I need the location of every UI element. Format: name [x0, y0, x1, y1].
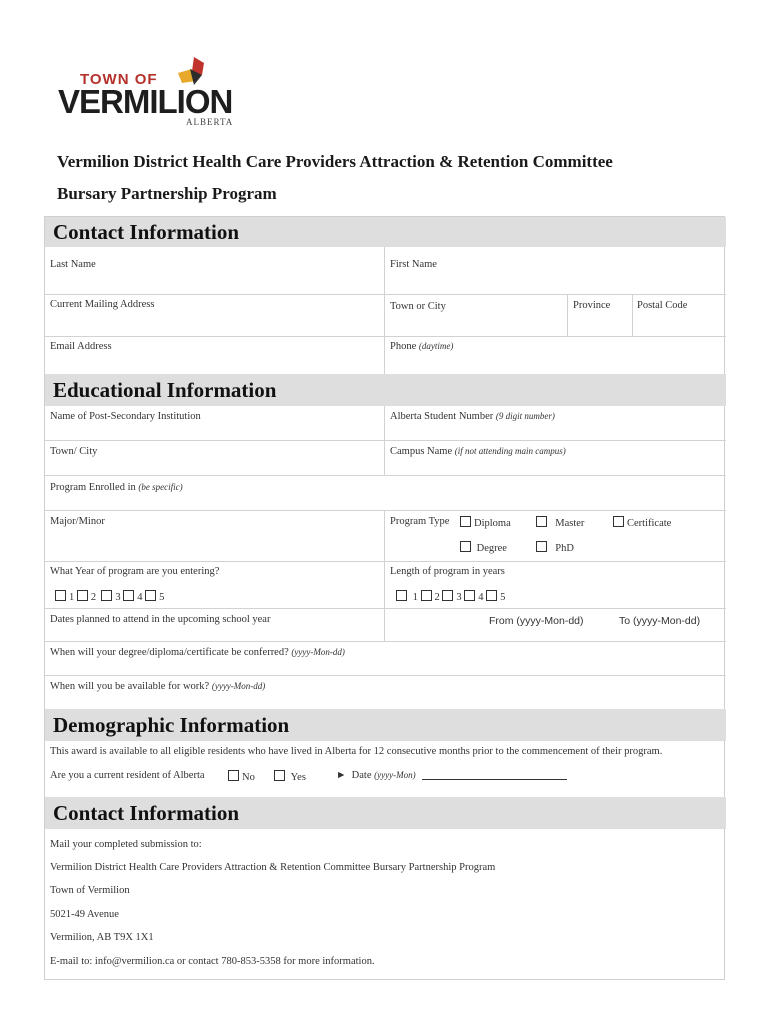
length-options[interactable]: 1 2 3 4 5 [396, 590, 505, 603]
arrow-right-icon: ► [336, 770, 347, 781]
conferred-date-field[interactable]: When will your degree/diploma/certificate be conferred? (yyyy-Mon-dd) [50, 647, 345, 658]
section-mail-heading: Contact Information [45, 797, 726, 829]
from-date-field[interactable]: From (yyyy-Mon-dd) [489, 615, 584, 627]
logo-vermilion: VERMILION [58, 83, 233, 120]
province-field[interactable]: Province [573, 300, 611, 311]
last-name-field[interactable]: Last Name [50, 259, 96, 270]
institution-field[interactable]: Name of Post-Secondary Institution [50, 411, 201, 422]
mail-line-6: E-mail to: info@vermilion.ca or contact 780-853-5358 for more information. [50, 956, 375, 967]
certificate-checkbox[interactable]: Certificate [613, 516, 671, 529]
town-city-field[interactable]: Town or City [390, 301, 446, 312]
to-date-field[interactable]: To (yyyy-Mon-dd) [619, 615, 701, 627]
edu-town-field[interactable]: Town/ City [50, 446, 98, 457]
phone-field[interactable]: Phone (daytime) [390, 341, 454, 352]
town-logo [58, 55, 238, 129]
page-title: Vermilion District Health Care Providers Attraction & Retention Committee [57, 152, 613, 171]
campus-field[interactable]: Campus Name (if not attending main campus) [390, 446, 566, 457]
major-minor-field[interactable]: Major/Minor [50, 516, 105, 527]
eligibility-statement: This award is available to all eligible residents who have lived in Alberta for 12 consecutive months prior to the commencement of their program. [50, 746, 663, 757]
first-name-field[interactable]: First Name [390, 259, 437, 270]
mailing-address-field[interactable]: Current Mailing Address [50, 299, 155, 310]
available-date-field[interactable]: When will you be available for work? (yyyy-Mon-dd) [50, 681, 266, 692]
email-field[interactable]: Email Address [50, 341, 112, 352]
mail-line-5: Vermilion, AB T9X 1X1 [50, 932, 154, 943]
mail-line-2: Vermilion District Health Care Providers Attraction & Retention Committee Bursary Partnership Program [50, 862, 496, 873]
degree-checkbox[interactable]: Degree [460, 541, 507, 554]
resident-question: Are you a current resident of Alberta [50, 770, 205, 781]
mail-line-4: 5021-49 Avenue [50, 909, 119, 920]
year-entering-label: What Year of program are you entering? [50, 566, 220, 577]
section-education-heading: Educational Information [45, 374, 726, 406]
mail-line-1: Mail your completed submission to: [50, 839, 202, 850]
logo-town-of: TOWN OF [80, 71, 158, 88]
resident-yes-checkbox[interactable]: Yes [274, 770, 306, 783]
program-type-label: Program Type [390, 516, 450, 527]
logo-alberta: ALBERTA [186, 117, 234, 127]
page-subtitle: Bursary Partnership Program [57, 184, 277, 203]
resident-date-field[interactable]: ► Date (yyyy-Mon) [336, 770, 567, 781]
section-contact-heading: Contact Information [45, 217, 726, 247]
application-form [44, 216, 725, 980]
student-number-field[interactable]: Alberta Student Number (9 digit number) [390, 411, 555, 422]
diploma-checkbox[interactable]: Diploma [460, 516, 511, 529]
phd-checkbox[interactable]: PhD [536, 541, 574, 554]
section-demographic-heading: Demographic Information [45, 709, 726, 741]
master-checkbox[interactable]: Master [536, 516, 584, 529]
dates-attend-label: Dates planned to attend in the upcoming school year [50, 614, 271, 625]
postal-code-field[interactable]: Postal Code [637, 300, 688, 311]
program-field[interactable]: Program Enrolled in (be specific) [50, 482, 183, 493]
mail-line-3: Town of Vermilion [50, 885, 130, 896]
program-length-label: Length of program in years [390, 566, 505, 577]
resident-no-checkbox[interactable]: No [228, 770, 255, 783]
year-options[interactable]: 1 2 3 4 5 [55, 590, 164, 603]
